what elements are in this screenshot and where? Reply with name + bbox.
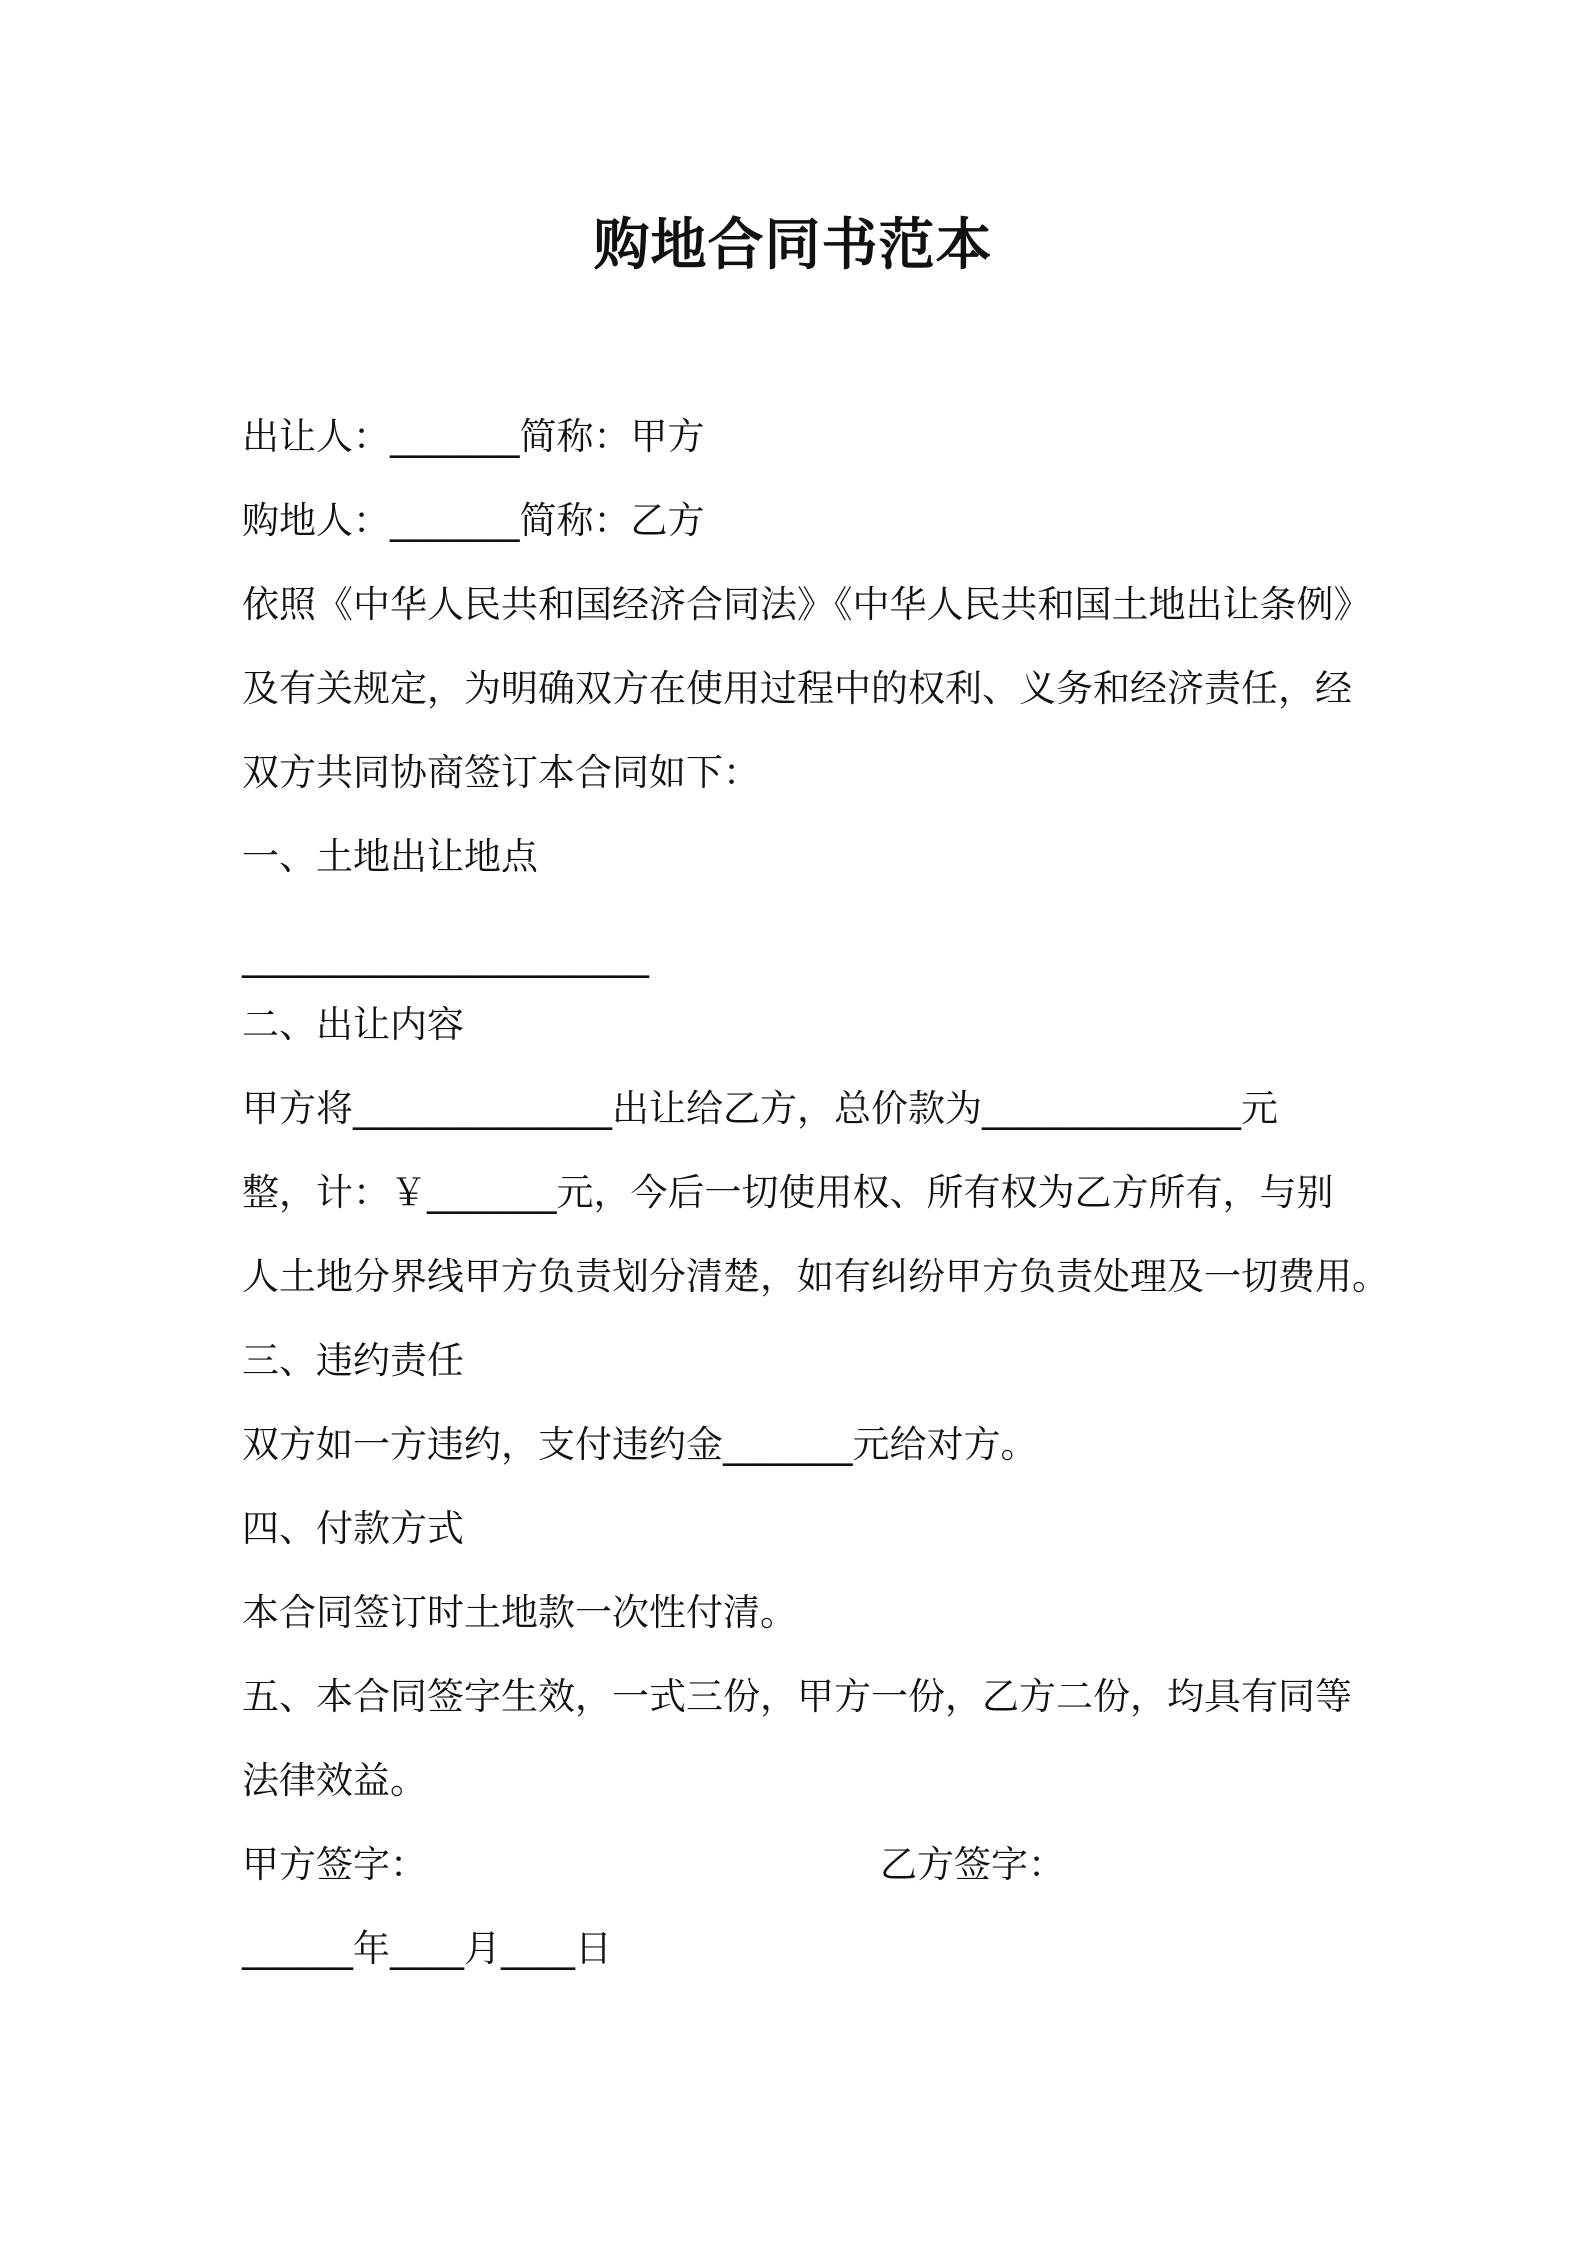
- preamble-line-2: 及有关规定，为明确双方在使用过程中的权利、义务和经济责任，经: [242, 667, 1352, 710]
- party-b-signature: 乙方签字：: [880, 1843, 1065, 1886]
- location-blank: ______________________: [242, 935, 649, 978]
- party-a-signature: 甲方签字：: [242, 1843, 427, 1886]
- preamble-line-1: 依照《中华人民共和国经济合同法》《中华人民共和国土地出让条例》: [242, 583, 1371, 626]
- section-3-heading: 三、违约责任: [242, 1339, 464, 1382]
- section-5-line-1: 五、本合同签字生效，一式三份，甲方一份，乙方二份，均具有同等: [242, 1675, 1352, 1718]
- section-1-heading: 一、土地出让地点: [242, 835, 538, 878]
- section-4-heading: 四、付款方式: [242, 1507, 464, 1550]
- section-3-body: 双方如一方违约，支付违约金_______元给对方。: [242, 1423, 1038, 1466]
- section-2-line-1: 甲方将______________出让给乙方，总价款为______________元: [242, 1087, 1278, 1130]
- section-5-line-2: 法律效益。: [242, 1759, 427, 1802]
- purchaser-line: 购地人：_______简称：乙方: [242, 499, 705, 542]
- transferor-line: 出让人：_______简称：甲方: [242, 415, 705, 458]
- section-4-body: 本合同签订时土地款一次性付清。: [242, 1591, 797, 1634]
- section-2-heading: 二、出让内容: [242, 1003, 464, 1046]
- document-title: 购地合同书范本: [593, 213, 993, 278]
- section-2-line-2: 整，计：￥_______元，今后一切使用权、所有权为乙方所有，与别: [242, 1171, 1334, 1214]
- preamble-line-3: 双方共同协商签订本合同如下：: [242, 751, 760, 794]
- date-line: ______年____月____日: [242, 1927, 612, 1970]
- section-2-line-3: 人土地分界线甲方负责划分清楚，如有纠纷甲方负责处理及一切费用。: [242, 1255, 1389, 1298]
